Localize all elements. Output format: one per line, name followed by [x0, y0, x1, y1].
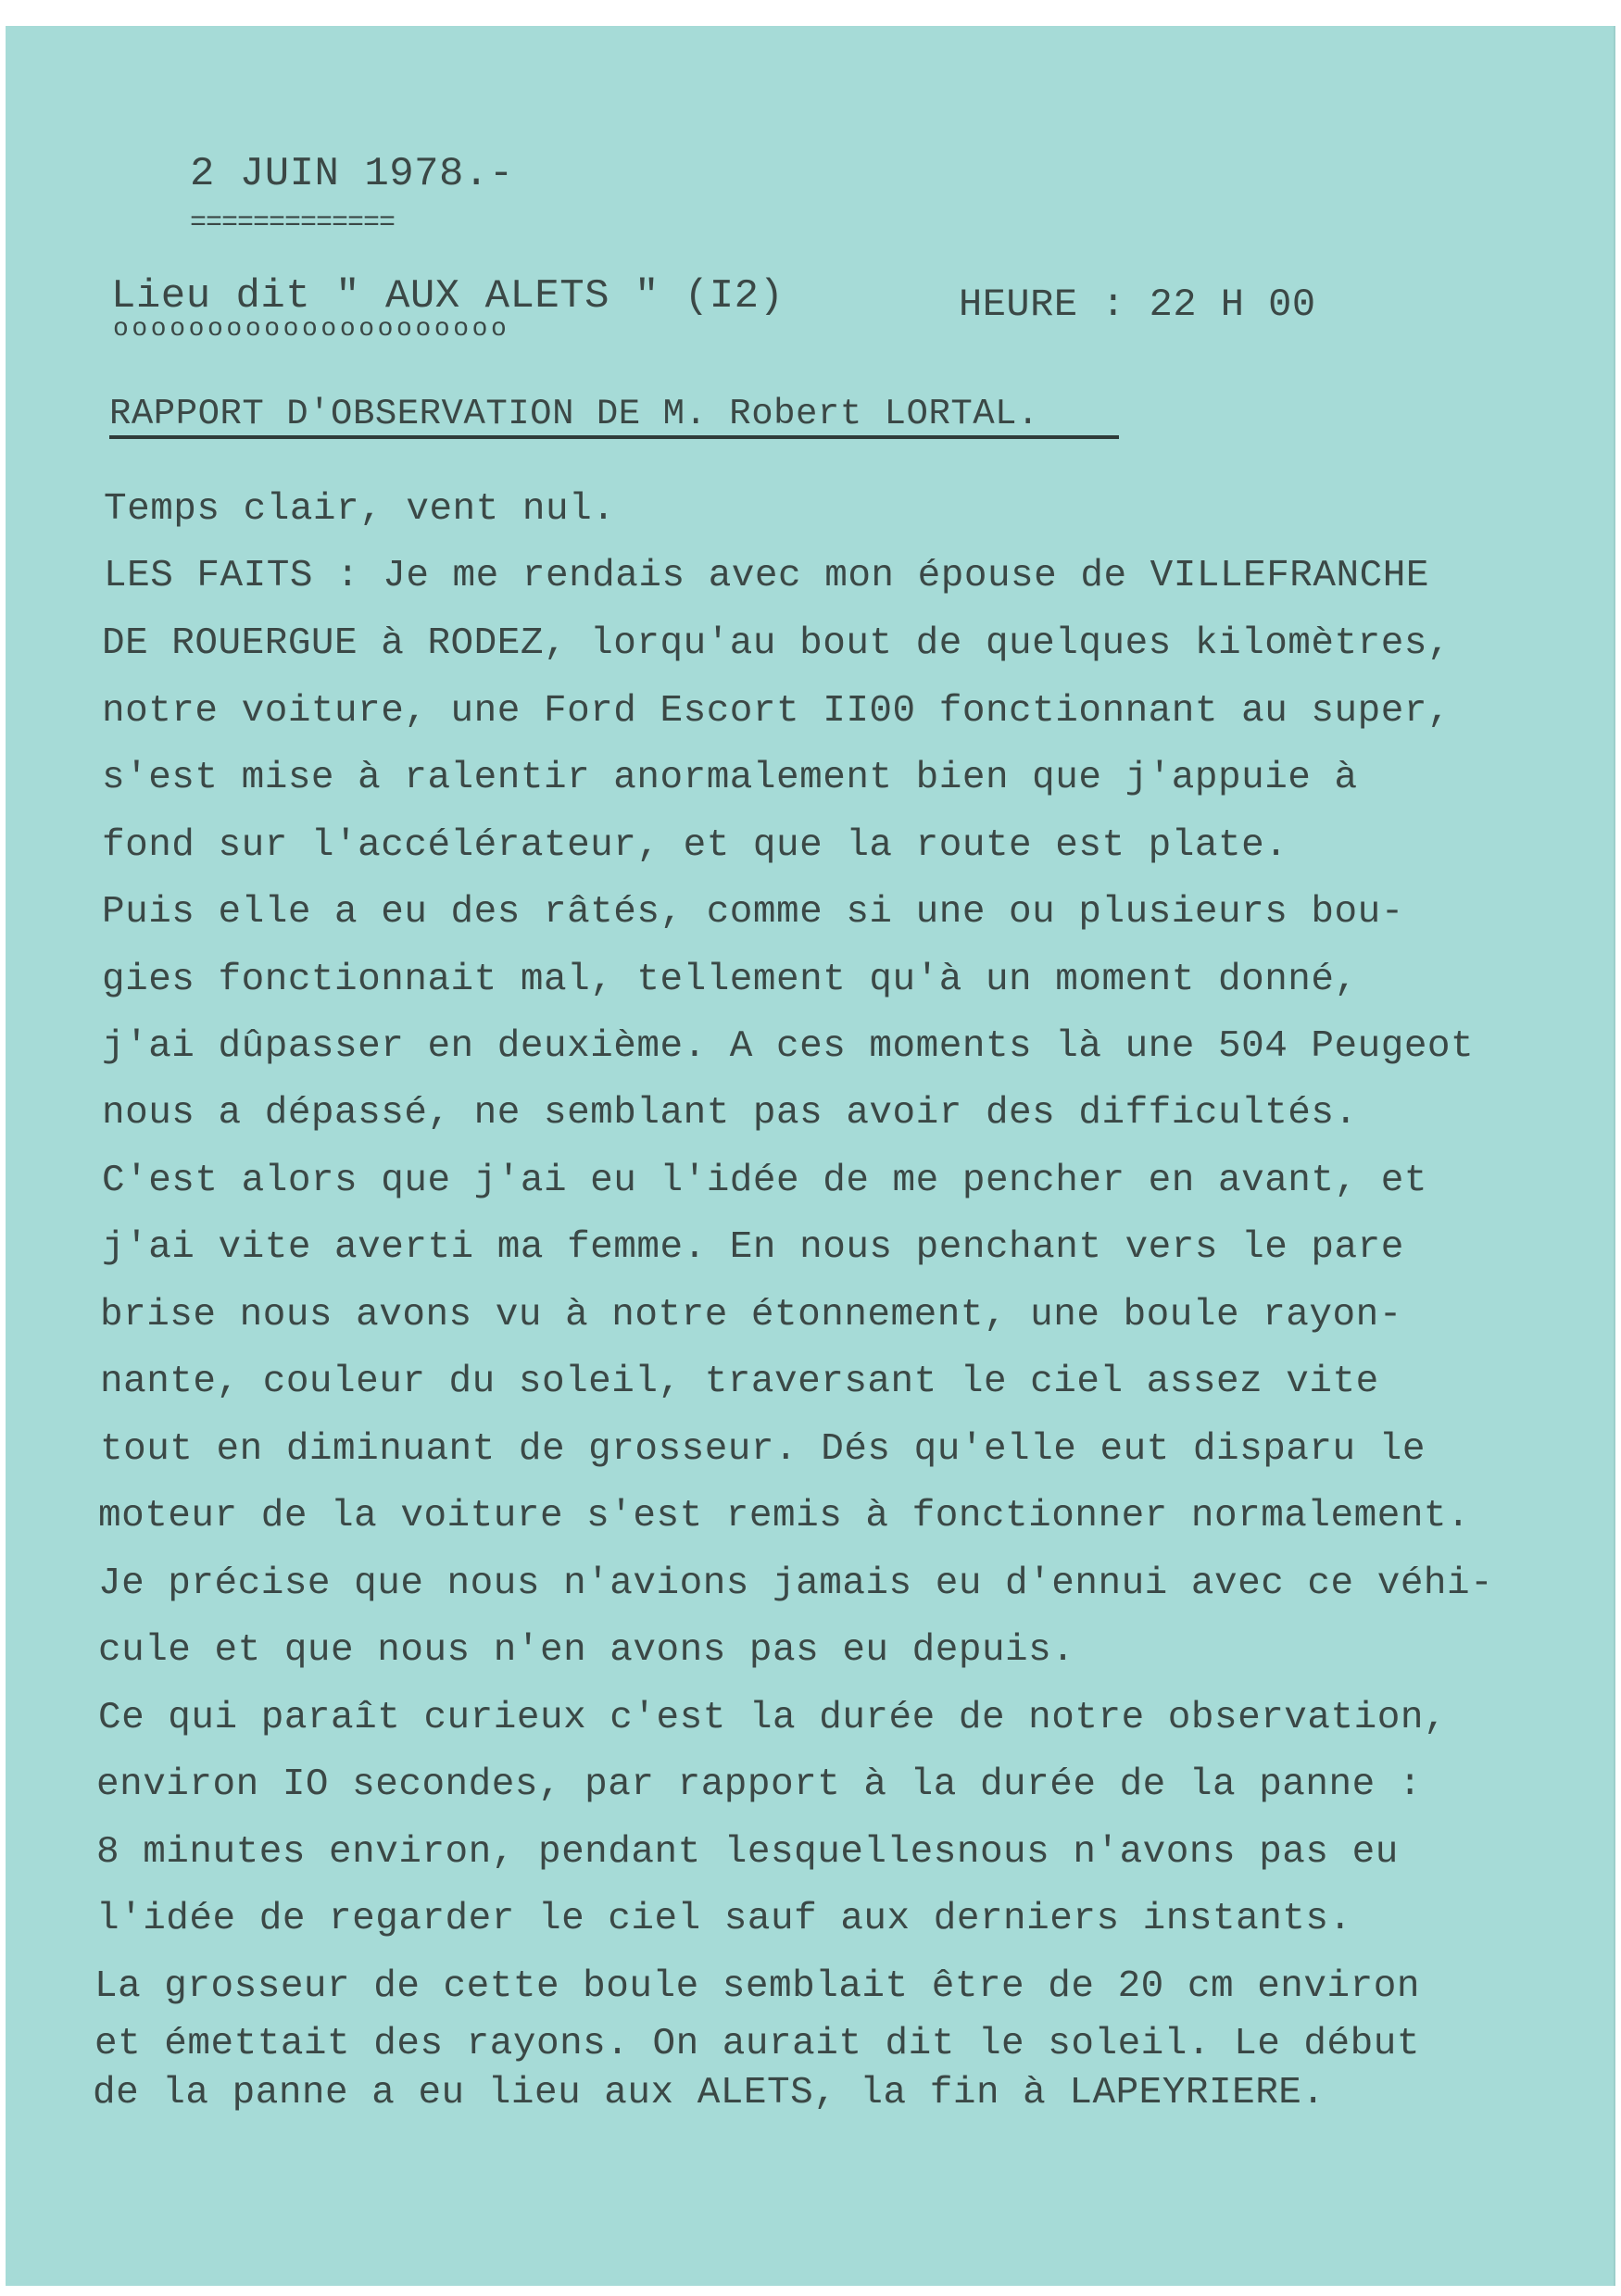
body-line: Ce qui paraît curieux c'est la durée de notre observation, [98, 1697, 1448, 1739]
body-line: notre voiture, une Ford Escort II00 fonctionnant au super, [102, 690, 1451, 733]
body-line: environ IO secondes, par rapport à la durée de la panne : [96, 1763, 1422, 1806]
report-title-underline [109, 435, 1119, 439]
body-line: Puis elle a eu des râtés, comme si une ou plusieurs bou- [102, 891, 1404, 934]
body-line: La grosseur de cette boule semblait être de 20 cm environ [94, 1965, 1420, 2008]
report-title: RAPPORT D'OBSERVATION DE M. Robert LORTAL. [109, 394, 1039, 434]
place-underline: ooooooooooooooooooooo [113, 317, 510, 343]
body-line: s'est mise à ralentir anormalement bien que j'appuie à [102, 757, 1358, 799]
body-line: LES FAITS : Je me rendais avec mon épouse de VILLEFRANCHE [104, 555, 1429, 597]
body-line: 8 minutes environ, pendant lesquellesnous n'avons pas eu [96, 1831, 1399, 1874]
body-line: Je précise que nous n'avions jamais eu d'ennui avec ce véhi- [98, 1562, 1494, 1605]
body-line: gies fonctionnait mal, tellement qu'à un moment donné, [102, 959, 1358, 1001]
typewritten-sheet [6, 26, 1615, 2286]
body-line: nante, couleur du soleil, traversant le ciel assez vite [100, 1361, 1379, 1403]
body-line: j'ai vite averti ma femme. En nous penchant vers le pare [102, 1226, 1404, 1269]
body-line: C'est alors que j'ai eu l'idée de me pencher en avant, et [102, 1160, 1427, 1202]
body-line: DE ROUERGUE à RODEZ, lorqu'au bout de quelques kilomètres, [102, 622, 1451, 665]
place-name: Lieu dit " AUX ALETS " (I2) [111, 273, 785, 320]
body-line: Temps clair, vent nul. [104, 488, 616, 531]
body-line: de la panne a eu lieu aux ALETS, la fin à LAPEYRIERE. [93, 2072, 1326, 2114]
body-line: j'ai dûpasser en deuxième. A ces moments là une 504 Peugeot [102, 1025, 1475, 1068]
date-underline: ============= [190, 209, 396, 237]
observation-time: HEURE : 22 H 00 [959, 282, 1316, 327]
body-line: fond sur l'accélérateur, et que la route est plate. [102, 824, 1288, 867]
body-line: tout en diminuant de grosseur. Dés qu'elle eut disparu le [100, 1428, 1426, 1471]
body-line: cule et que nous n'en avons pas eu depuis. [98, 1629, 1075, 1672]
body-line: nous a dépassé, ne semblant pas avoir des difficultés. [102, 1092, 1358, 1135]
body-line: l'idée de regarder le ciel sauf aux derniers instants. [96, 1898, 1352, 1940]
body-line: et émettait des rayons. On aurait dit le soleil. Le début [94, 2023, 1420, 2065]
report-date: 2 JUIN 1978.- [190, 151, 514, 197]
body-line: moteur de la voiture s'est remis à fonctionner normalement. [98, 1495, 1471, 1537]
body-line: brise nous avons vu à notre étonnement, une boule rayon- [100, 1294, 1402, 1336]
